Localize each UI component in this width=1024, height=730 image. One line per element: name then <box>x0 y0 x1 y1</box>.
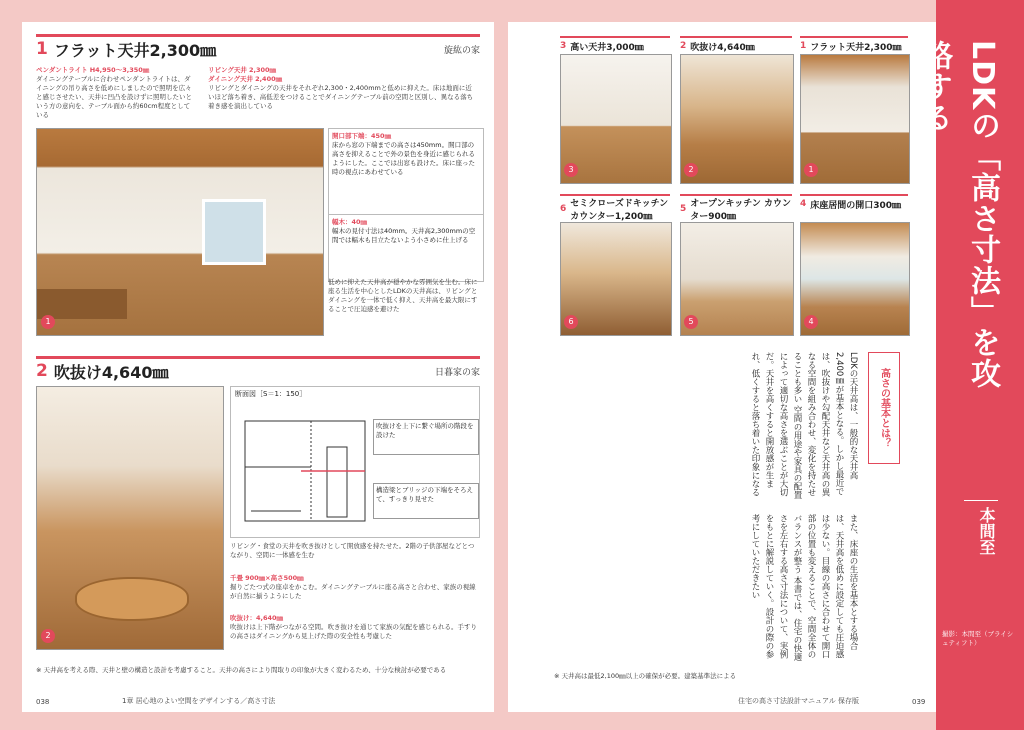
thumb-photo-2 <box>680 54 794 184</box>
note-pendant <box>36 66 194 130</box>
body-column-2 <box>554 514 860 664</box>
band-author: 本間至 <box>964 500 998 587</box>
right-footer-text: 住宅の高さ寸法設計マニュアル 保存版 <box>738 697 859 705</box>
photo-window <box>202 199 266 265</box>
body-column-1 <box>554 352 860 502</box>
thumb-photo-5 <box>680 222 794 336</box>
note-ceiling <box>208 66 478 130</box>
thumb-num-6: 6 <box>560 204 567 214</box>
section-2-number: 2 <box>36 361 48 381</box>
note-kotatsu <box>230 574 478 610</box>
note-living-atrium: リビング・食堂の天井を吹き抜けとして開放感を持たせた。2階の子供部屋などとつながり、空間に一体感を生む <box>230 542 475 559</box>
note-kotatsu-head2: 900㎜×高さ500㎜ <box>245 574 304 582</box>
right-page-number: 039 <box>912 698 926 706</box>
thumb-num-2: 2 <box>680 41 687 51</box>
thumb-title-2: 吹抜け4,640㎜ <box>690 42 755 53</box>
thumb-photo-3 <box>560 54 672 184</box>
thumb-label-1 <box>800 36 908 54</box>
section-diagram <box>230 386 480 538</box>
photo-number-2: 2 <box>41 629 55 643</box>
body-text-4: 本書では、住宅の快適さを左右する高さ寸法について、実例をもとに解説していく。設計の際の参考にしていただきたい <box>750 514 802 662</box>
left-page <box>22 22 494 712</box>
diagram-note-stairs: 吹抜けを上下に繋ぐ場所の階段を設けた <box>373 419 479 455</box>
left-footer-text: 1章 居心地のよい空間をデザインする／高さ寸法 <box>122 697 276 705</box>
thumb-title-5: オープンキッチン カウンター900㎜ <box>690 199 791 222</box>
photo-atrium <box>36 386 224 650</box>
note-kotatsu-head: 千畳 <box>230 574 243 582</box>
thumb-photo-num-1: 1 <box>804 163 818 177</box>
diagram-title: 断面図［S＝1：150］ <box>235 390 307 398</box>
thumb-label-4 <box>800 194 908 212</box>
note-atrium-height <box>230 614 478 650</box>
thumb-photo-num-6: 6 <box>564 315 578 329</box>
thumb-num-3: 3 <box>560 41 567 51</box>
photo-flat-ceiling-living <box>36 128 324 336</box>
note-ceiling-head2: 2,300㎜ <box>248 66 277 74</box>
thumb-num-1: 1 <box>800 41 807 51</box>
right-footnote: ※ 天井高は最低2,100㎜以上の確保が必要。建築基準法による <box>554 672 737 680</box>
thumb-photo-6 <box>560 222 672 336</box>
body-text-2: 空間の用途や家具の配置によって適切な高さを選ぶことが大切だ。天井を高くすると開放感が生まれ、低くすると落ち着いた印象になる <box>750 352 802 500</box>
body-text-1: LDKの天井高は、一般的な天井高2,400㎜が基本となる。しかし最近では、吹抜けや勾配天井など天井高の異なる空間を組み合わせ、変化を持たせることも多い <box>792 352 858 497</box>
callout-baseboard <box>328 214 484 282</box>
thumb-photo-4 <box>800 222 910 336</box>
callout-opening <box>328 128 484 218</box>
callout-opening-head: 開口部下端：450㎜ <box>332 132 392 140</box>
note-ceiling-head4: 2,400㎜ <box>255 75 283 83</box>
sidebar-heading: 高さの基本とは？ <box>868 352 900 464</box>
thumb-title-6: セミクローズドキッチン カウンター1,200㎜ <box>570 199 669 222</box>
section-1-title: フラット天井2,300㎜ <box>53 40 217 60</box>
left-page-number: 038 <box>36 698 50 706</box>
callout-baseboard-head: 幅木：40㎜ <box>332 218 368 226</box>
thumb-label-5 <box>680 194 792 222</box>
thumb-title-1: フラット天井2,300㎜ <box>810 42 902 53</box>
note-pendant-text: ダイニングテーブルに合わせペンダントライトは、ダイニングの吊り高さを低めにしましたので照明を広々と感じさせたい、天井に凹凸を設けずに照明したいという方の意向を、テーブル面から約60cm程度としている <box>36 75 192 119</box>
thumb-num-5: 5 <box>680 204 687 214</box>
note-ceiling-head: リビング天井 <box>208 66 247 74</box>
note-atrium-head: 吹抜け：4,640㎜ <box>230 614 284 622</box>
left-footnote: ※ 天井高を考える際、天井と壁の構造と設計を考慮すること。天井の高さにより間取りの印象が大きく変わるため、十分な検討が必要である <box>36 666 447 674</box>
note-pendant-head: ペンダントライト <box>36 66 88 74</box>
thumb-photo-num-5: 5 <box>684 315 698 329</box>
callout-baseboard-text: 幅木の見付寸法は40mm。天井高2,300mmの空間では幅木も目立たないよう小さめに仕上げる <box>332 227 476 244</box>
right-page <box>508 22 936 712</box>
section-2-tag: 日暮家の家 <box>434 367 480 378</box>
thumb-photo-num-4: 4 <box>804 315 818 329</box>
section-1-tag: 旋紘の家 <box>443 45 480 56</box>
note-kotatsu-text: 掘りごたつ式の座卓をかこむ。ダイニングテーブルに座る高さと合わせ、家族の視線が自然に揃うようにした <box>230 583 476 600</box>
band-title: LDKの「高さ寸法」を攻略する <box>917 40 1000 390</box>
band-credit: 撮影：本間至（ブライシュティフト） <box>942 630 1014 647</box>
note-atrium-text: 吹抜けは上下階がつながる空間。吹き抜けを通じて家族の気配を感じられる。手すりの高さはダイニングから見上げた際の安全性も考慮した <box>230 623 477 640</box>
thumb-label-2 <box>680 36 792 54</box>
thumb-photo-1 <box>800 54 910 184</box>
section-1-number: 1 <box>36 39 48 59</box>
note-ceiling-head3: ダイニング天井 <box>208 75 253 83</box>
section-1-header <box>36 34 480 61</box>
section-1-paragraph: 低めに抑えた天井高が穏やかな雰囲気を生む。床に座る生活を中心としたLDKの天井高は、リビングとダイニングを一体で低く抑え、天井高を最大限にすることで圧迫感を避けた <box>328 278 478 313</box>
diagram-note-beam: 構造梁とブリッジの下端をそろえて、すっきり見せた <box>373 483 479 519</box>
thumb-label-6 <box>560 194 670 222</box>
photo-number-1: 1 <box>41 315 55 329</box>
thumb-photo-num-3: 3 <box>564 163 578 177</box>
thumb-title-4: 床座居間の開口300㎜ <box>810 200 902 211</box>
thumb-num-4: 4 <box>800 199 807 209</box>
thumb-title-3: 高い天井3,000㎜ <box>570 42 644 53</box>
photo-round-table <box>75 577 189 621</box>
body-text-3: また、床座の生活を基本とする場合は、天井高を低めに設定しても圧迫感は少ない。目線の高さに合わせて開口部の位置も変えることで、空間全体のバランスが整う <box>792 514 858 659</box>
note-pendant-head2: H4,950〜3,350㎜ <box>89 66 150 74</box>
callout-opening-text: 床から窓の下端までの高さは450mm。開口部の高さを抑えることで外の景色を身近に感じられるようにした。ここでは出窓も設けた。床に座った時の視点にあわせている <box>332 141 475 176</box>
thumb-label-3 <box>560 36 670 54</box>
thumb-photo-num-2: 2 <box>684 163 698 177</box>
note-ceiling-text: リビングとダイニングの天井をそれぞれ2,300・2,400mmと低めに抑えた。床は地面に近いほど落ち着き、高低差をつけることでダイニングテーブル前の空間と区別し、異なる落ち着き感を演出している <box>208 84 474 110</box>
section-2-title: 吹抜け4,640㎜ <box>53 362 169 382</box>
section-2-header <box>36 356 480 383</box>
